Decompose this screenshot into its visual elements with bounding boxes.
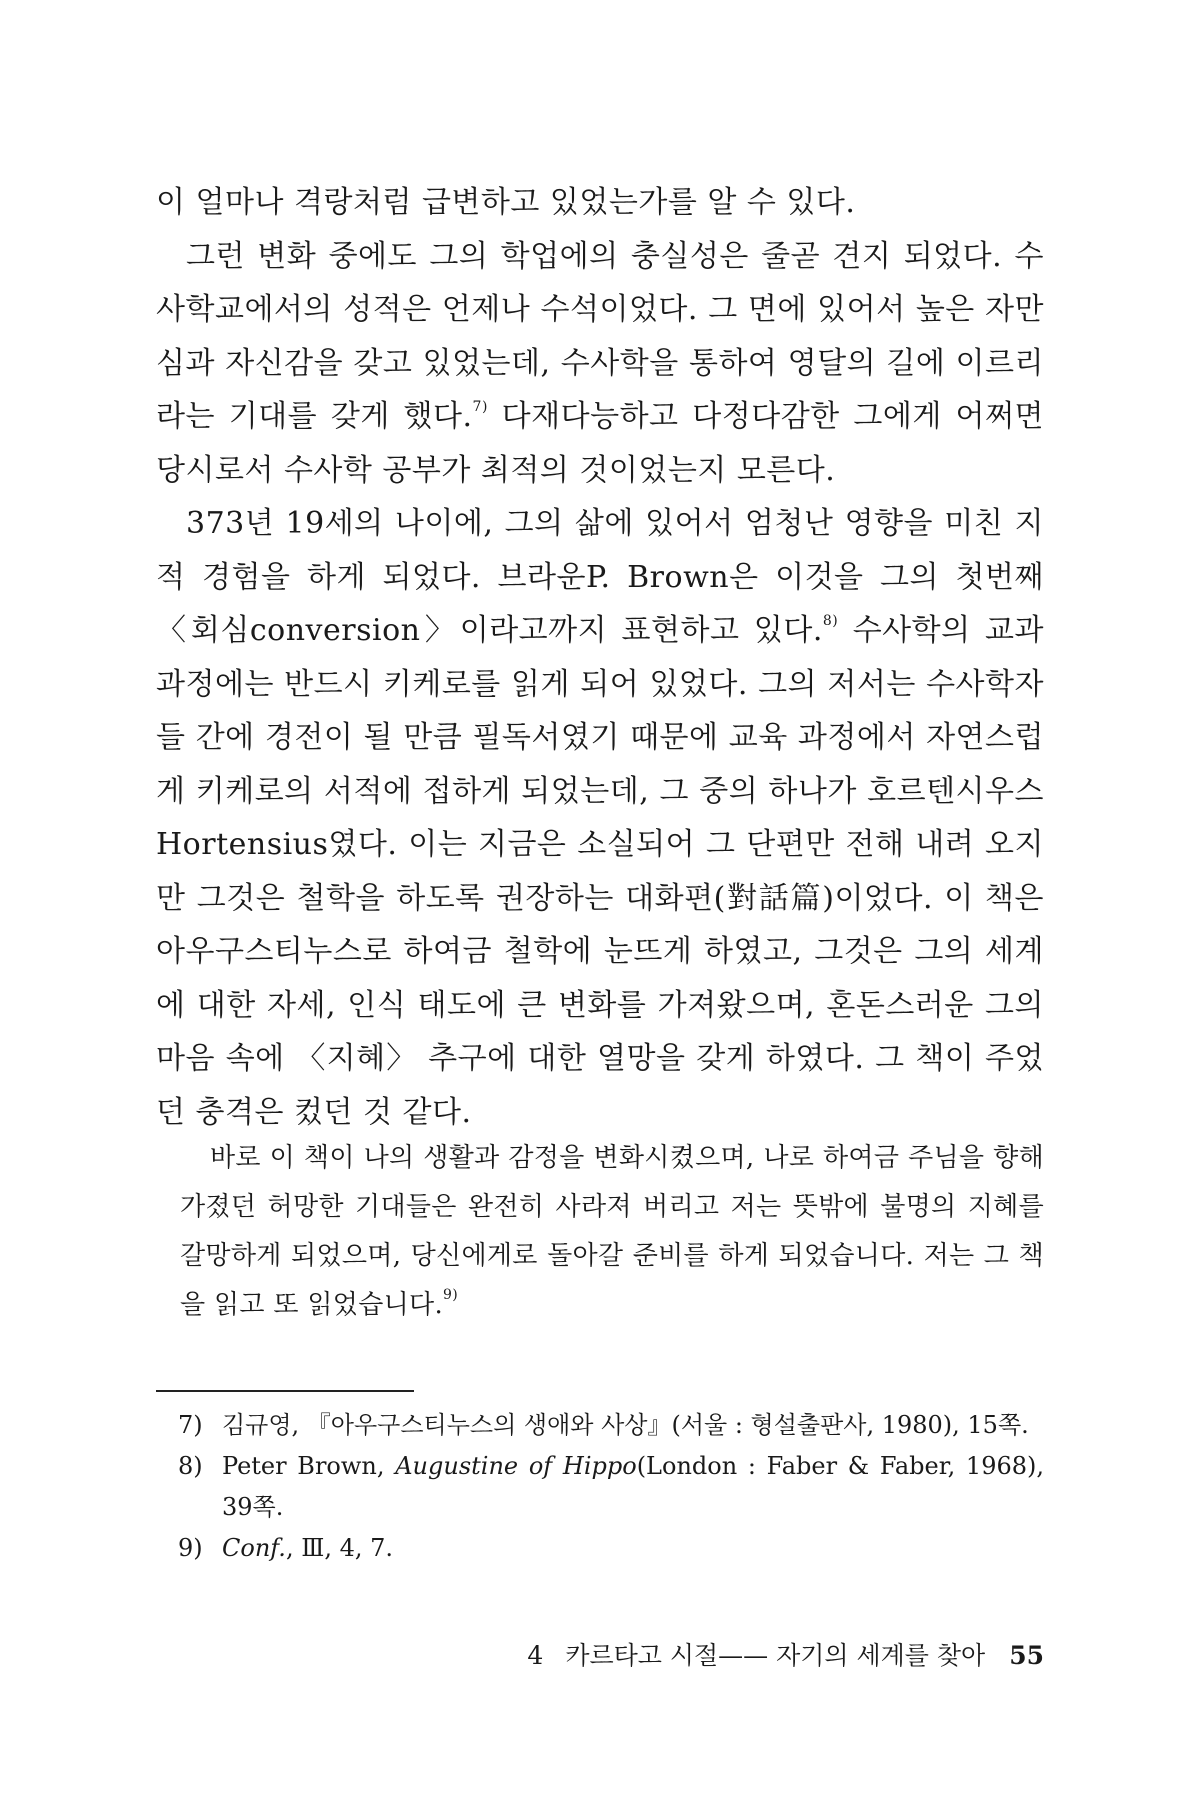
main-text [156, 176, 1044, 1139]
footnote-ref: 7) [472, 399, 488, 415]
footnote-text: , Ⅲ, 4, 7. [285, 1534, 394, 1562]
page-number: 55 [1009, 1641, 1044, 1670]
footnotes [178, 1405, 1044, 1569]
running-footer [527, 1636, 1044, 1672]
paragraph-text: 수사학의 교과 과정에는 반드시 키케로를 읽게 되어 있었다. 그의 저서는 수사학자들 간에 경전이 될 만큼 필독서였기 때문에 교육 과정에서 자연스럽게 키케로의 서적에 접하게 되었는데, 그 중의 하나가 호르텐시우스Hortensius였다. 이는 지금은 소실되어 그 단편만 전해 내려 오지만 그것은 철학을 하도록 권장하는 대화편(對話篇)이었다. 이 책은 아우구스티누스로 하여금 철학에 눈뜨게 하였고, 그것은 그의 세계에 대한 자세, 인식 태도에 큰 변화를 가져왔으며, 혼돈스러운 그의 마음 속에 〈지혜〉 추구에 대한 열망을 갖게 하였다. 그 책이 주었던 충격은 컸던 것 같다. [156, 613, 1044, 1130]
chapter-number: 4 [527, 1641, 544, 1670]
footnote-7 [178, 1405, 1044, 1446]
quote-text: 바로 이 책이 나의 생활과 감정을 변화시켰으며, 나로 하여금 주님을 향해 가졌던 허망한 기대들은 완전히 사라져 버리고 저는 뜻밖에 불명의 지혜를 갈망하게 되었으며, 당신에게로 돌아갈 준비를 하게 되었습니다. 저는 그 책을 읽고 또 읽었습니다. [180, 1143, 1044, 1320]
footnote-text: 김규영, 『아우구스티누스의 생애와 사상』(서울 : 형설출판사, 1980), 15쪽. [222, 1411, 1029, 1439]
paragraph-3 [156, 497, 1044, 1139]
paragraph-1 [156, 176, 1044, 230]
block-quote [180, 1134, 1044, 1330]
paragraph-2 [156, 230, 1044, 498]
paragraph-text: 다재다능하고 다정다감한 그에게 어쩌면 당시로서 수사학 공부가 최적의 것이었는지 모른다. [156, 399, 1044, 488]
footnote-text: (London : Faber & Faber, 1968), 39쪽. [222, 1452, 1045, 1521]
footnote-divider [156, 1390, 414, 1392]
footnote-ref-9: 9) [443, 1287, 458, 1304]
chapter-title: 카르타고 시절—— 자기의 세계를 찾아 [565, 1641, 986, 1670]
quote-paragraph [180, 1134, 1044, 1330]
footnote-title: Conf. [222, 1534, 286, 1562]
footnote-number: 9) [178, 1534, 203, 1562]
footnote-number: 7) [178, 1411, 203, 1439]
paragraph-text: 373년 19세의 나이에, 그의 삶에 있어서 엄청난 영향을 미친 지적 경험을 하게 되었다. 브라운P. Brown은 이것을 그의 첫번째 〈회심conversion〉이라고까지 표현하고 있다. [156, 506, 1044, 648]
footnote-9 [178, 1528, 1044, 1569]
paragraph-text: 그런 변화 중에도 그의 학업에의 충실성은 줄곧 견지 되었다. 수사학교에서의 성적은 언제나 수석이었다. 그 면에 있어서 높은 자만심과 자신감을 갖고 있었는데, 수사학을 통하여 영달의 길에 이르리라는 기대를 갖게 했다. [156, 238, 1044, 434]
footnote-title: Augustine of Hippo [395, 1452, 637, 1480]
footnote-ref: 8) [822, 613, 839, 629]
paragraph-text: 이 얼마나 격랑처럼 급변하고 있었는가를 알 수 있다. [156, 185, 856, 220]
footnote-text: Peter Brown, [222, 1452, 396, 1480]
footnote-number: 8) [178, 1452, 203, 1480]
footnote-8 [178, 1446, 1044, 1528]
